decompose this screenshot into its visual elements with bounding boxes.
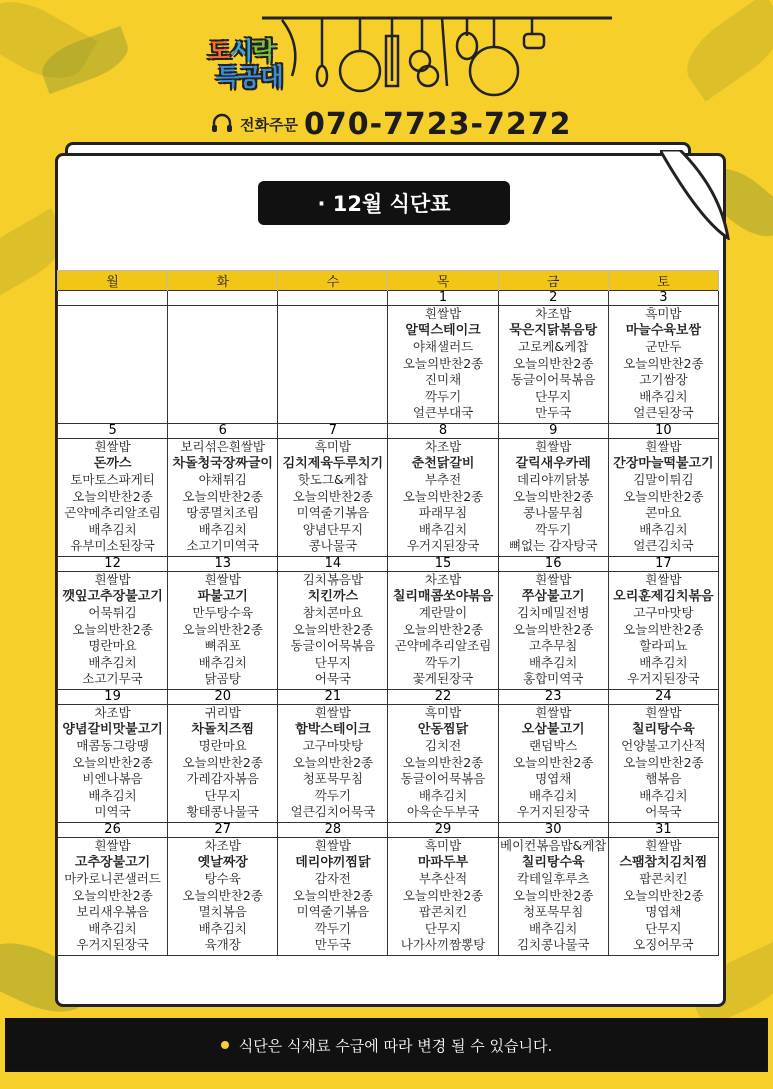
- side-dish: 고추무침: [529, 638, 578, 653]
- weekday-header: 토: [608, 271, 718, 291]
- side-dish: 가레감자볶음: [186, 771, 259, 786]
- side-dish: 오늘의반찬2종: [513, 488, 594, 504]
- side-dish: 오늘의반찬2종: [402, 887, 484, 903]
- main-dish: 고추장불고기: [74, 854, 151, 870]
- day-date: 26: [58, 823, 167, 838]
- side-dish: 오늘의반찬2종: [72, 754, 153, 770]
- side-dish: 배추김치: [198, 920, 247, 936]
- day-date: 10: [609, 424, 718, 439]
- rice-item: 김치볶음밥: [302, 572, 364, 587]
- week-row: [58, 291, 719, 424]
- side-dish: 곤약메추리알조림: [394, 638, 492, 653]
- side-dish: 배추김치: [639, 521, 688, 537]
- side-dish: 오늘의반찬2종: [292, 621, 374, 637]
- weekday-header: 화: [168, 271, 278, 291]
- day-date: 1: [388, 291, 497, 306]
- side-dish: 동글이어묵볶음: [290, 638, 376, 653]
- day-cell: [608, 690, 718, 823]
- side-dish: 곤약메추리알조림: [64, 505, 161, 520]
- side-dish: 오늘의반찬2종: [402, 754, 484, 770]
- menu-calendar: [57, 270, 719, 956]
- side-dish: 칵테일후루츠: [516, 871, 590, 886]
- day-date: 30: [499, 823, 608, 838]
- main-dish: 칠리탕수육: [521, 854, 585, 870]
- rice-item: 흑미밥: [424, 838, 462, 853]
- side-dish: 오늘의반찬2종: [292, 887, 374, 903]
- main-dish: 쭈삼불고기: [521, 588, 585, 604]
- side-dish: 깍두기: [314, 787, 351, 803]
- side-dish: 오늘의반찬2종: [402, 621, 484, 637]
- side-dish: 동글이어묵볶음: [510, 372, 596, 387]
- side-dish: 비엔나볶음: [82, 771, 143, 786]
- side-dish: 꽃게된장국: [412, 671, 474, 686]
- main-dish: 차돌치즈찜: [191, 721, 255, 737]
- rice-item: 흰쌀밥: [535, 705, 572, 720]
- day-date: 27: [168, 823, 277, 838]
- day-cell: [608, 291, 718, 424]
- main-dish: 깻잎고추장불고기: [62, 588, 163, 604]
- side-dish: 오늘의반찬2종: [402, 488, 484, 504]
- side-dish: 단무지: [645, 920, 682, 936]
- side-dish: 고기쌈장: [639, 372, 688, 387]
- side-dish: 배추김치: [198, 521, 247, 537]
- side-dish: 콘마요: [645, 505, 682, 520]
- day-cell: [58, 557, 168, 690]
- day-cell: [388, 823, 498, 956]
- day-date: [168, 291, 277, 306]
- main-dish: 스팸참치김치찜: [619, 854, 708, 870]
- rice-item: 흑미밥: [424, 705, 462, 720]
- rice-item: 베이컨볶음밥&케찹: [500, 838, 607, 853]
- side-dish: 팝콘치킨: [639, 871, 688, 886]
- side-dish: 콩나물무침: [523, 505, 584, 520]
- side-dish: 단무지: [204, 787, 241, 803]
- day-date: 28: [278, 823, 387, 838]
- side-dish: 뼈없는 감자탕국: [508, 538, 598, 553]
- side-dish: 할라피뇨: [639, 638, 688, 653]
- side-dish: 마카로니콘샐러드: [64, 871, 161, 886]
- side-dish: 명엽채: [645, 904, 682, 919]
- side-dish: 땅콩멸치조림: [186, 505, 259, 520]
- side-dish: 오늘의반찬2종: [513, 754, 594, 770]
- side-dish: 멸치볶음: [198, 904, 247, 919]
- day-cell: [498, 424, 608, 557]
- main-dish: 묵은지닭볶음탕: [509, 322, 598, 338]
- leaf-decoration: [674, 0, 773, 102]
- weekday-header: 월: [58, 271, 168, 291]
- footer-note: 식단은 식재료 수급에 따라 변경 될 수 있습니다.: [238, 1036, 553, 1055]
- day-date: 2: [499, 291, 608, 306]
- day-cell: [168, 557, 278, 690]
- side-dish: 김치콩나물국: [516, 937, 590, 952]
- side-dish: 오늘의반찬2종: [623, 621, 704, 637]
- side-dish: 홍합미역국: [523, 671, 584, 686]
- day-cell: [608, 424, 718, 557]
- side-dish: 만두국: [314, 937, 351, 952]
- side-dish: 나가사끼짬뽕탕: [400, 937, 486, 952]
- side-dish: 부추전: [424, 472, 462, 487]
- side-dish: 명란마요: [198, 738, 247, 753]
- side-dish: 오늘의반찬2종: [513, 355, 594, 371]
- side-dish: 우거지된장국: [627, 671, 700, 686]
- side-dish: 닭곰탕: [204, 671, 241, 686]
- phone-order-info: [210, 104, 572, 144]
- main-dish: 함박스테이크: [295, 721, 371, 737]
- side-dish: 김치메밀전병: [516, 605, 590, 620]
- day-date: 24: [609, 690, 718, 705]
- main-dish: 오삼불고기: [521, 721, 585, 737]
- side-dish: 육개장: [204, 937, 241, 952]
- side-dish: 오늘의반찬2종: [623, 754, 704, 770]
- side-dish: 양념단무지: [302, 521, 364, 537]
- side-dish: 어묵튀김: [88, 605, 137, 620]
- side-dish: 배추김치: [198, 654, 247, 670]
- side-dish: 명란마요: [88, 638, 137, 653]
- side-dish: 오늘의반찬2종: [513, 621, 594, 637]
- day-cell: [168, 291, 278, 424]
- side-dish: 우거지된장국: [76, 937, 149, 952]
- side-dish: 깍두기: [535, 521, 572, 537]
- day-date: 19: [58, 690, 167, 705]
- side-dish: 고구마맛탕: [302, 738, 364, 753]
- day-cell: [388, 690, 498, 823]
- main-dish: 오리훈제김치볶음: [613, 588, 714, 604]
- rice-item: 보리섞은흰쌀밥: [180, 439, 265, 454]
- hanging-utensils-illustration: [262, 6, 622, 111]
- day-date: 8: [388, 424, 497, 439]
- week-row: [58, 557, 719, 690]
- side-dish: 탕수육: [204, 871, 241, 886]
- side-dish: 배추김치: [88, 787, 137, 803]
- side-dish: 콩나물국: [308, 538, 358, 553]
- main-dish: 간장마늘떡불고기: [613, 455, 714, 471]
- phone-label: 전화주문: [240, 115, 298, 134]
- rice-item: 흰쌀밥: [94, 572, 131, 587]
- side-dish: 청포묵무침: [302, 771, 364, 786]
- main-dish: 안동찜닭: [417, 721, 469, 737]
- rice-item: 흰쌀밥: [535, 439, 572, 454]
- rice-item: 흰쌀밥: [645, 572, 682, 587]
- side-dish: 명엽채: [535, 771, 572, 786]
- day-cell: [168, 424, 278, 557]
- main-dish: 양념갈비맛불고기: [62, 721, 163, 737]
- side-dish: 오늘의반찬2종: [72, 488, 153, 504]
- side-dish: 오늘의반찬2종: [182, 621, 263, 637]
- side-dish: 청포묵무침: [523, 904, 584, 919]
- side-dish: 참치콘마요: [302, 605, 364, 620]
- rice-item: 귀리밥: [204, 705, 241, 720]
- main-dish: 알떡스테이크: [405, 322, 481, 338]
- day-date: 22: [388, 690, 497, 705]
- main-dish: 갈릭새우카레: [515, 455, 591, 471]
- side-dish: 언양불고기산적: [621, 738, 706, 753]
- side-dish: 고로케&케찹: [518, 339, 589, 354]
- side-dish: 데리야끼닭봉: [516, 472, 590, 487]
- side-dish: 오늘의반찬2종: [402, 355, 484, 371]
- side-dish: 얼큰김치국: [633, 538, 694, 553]
- main-dish: 돈까스: [93, 455, 132, 471]
- side-dish: 동글이어묵볶음: [400, 771, 486, 786]
- side-dish: 군만두: [645, 339, 682, 354]
- day-cell: [168, 690, 278, 823]
- day-date: 3: [609, 291, 718, 306]
- rice-item: 흰쌀밥: [645, 705, 682, 720]
- rice-item: 흰쌀밥: [94, 439, 131, 454]
- rice-item: 흰쌀밥: [204, 572, 241, 587]
- side-dish: 만두국: [535, 405, 572, 420]
- side-dish: 깍두기: [424, 388, 462, 404]
- side-dish: 진미채: [424, 372, 462, 387]
- side-dish: 얼큰김치어묵국: [290, 804, 376, 819]
- rice-item: 흑미밥: [645, 306, 682, 321]
- day-date: 29: [388, 823, 497, 838]
- rice-item: 흰쌀밥: [645, 439, 682, 454]
- side-dish: 오징어무국: [633, 937, 694, 952]
- rice-item: 흰쌀밥: [314, 838, 351, 853]
- main-dish: 치킨까스: [307, 588, 358, 604]
- side-dish: 매콤동그랑땡: [76, 738, 149, 753]
- side-dish: 아욱순두부국: [406, 804, 480, 819]
- day-date: 13: [168, 557, 277, 572]
- week-row: [58, 690, 719, 823]
- side-dish: 오늘의반찬2종: [182, 754, 263, 770]
- day-cell: [498, 557, 608, 690]
- day-date: 31: [609, 823, 718, 838]
- day-date: 7: [278, 424, 387, 439]
- side-dish: 배추김치: [529, 787, 578, 803]
- day-date: 20: [168, 690, 277, 705]
- rice-item: 흰쌀밥: [94, 838, 131, 853]
- headset-icon: [210, 112, 234, 136]
- main-dish: 춘천닭갈비: [411, 455, 475, 471]
- side-dish: 오늘의반찬2종: [292, 754, 374, 770]
- main-dish: 칠리탕수육: [631, 721, 695, 737]
- side-dish: 오늘의반찬2종: [72, 887, 153, 903]
- side-dish: 핫도그&케찹: [297, 472, 368, 487]
- side-dish: 김치전: [424, 738, 462, 753]
- week-row: [58, 823, 719, 956]
- day-cell: [608, 557, 718, 690]
- rice-item: 차조밥: [535, 306, 572, 321]
- main-dish: 옛날짜장: [197, 854, 248, 870]
- bullet-icon: [221, 1041, 229, 1049]
- day-date: 6: [168, 424, 277, 439]
- side-dish: 우거지된장국: [406, 538, 480, 553]
- main-dish: 데리야끼찜닭: [295, 854, 371, 870]
- side-dish: 어묵국: [645, 804, 682, 819]
- day-cell: [388, 291, 498, 424]
- rice-item: 차조밥: [424, 572, 462, 587]
- side-dish: 유부미소된장국: [70, 538, 155, 553]
- day-date: [278, 291, 387, 306]
- side-dish: 황태콩나물국: [186, 804, 259, 819]
- side-dish: 배추김치: [88, 654, 137, 670]
- day-cell: [278, 557, 388, 690]
- day-cell: [58, 291, 168, 424]
- rice-item: 차조밥: [424, 439, 462, 454]
- day-cell: [498, 291, 608, 424]
- side-dish: 고구마맛탕: [633, 605, 694, 620]
- side-dish: 소고기미역국: [186, 538, 259, 553]
- day-date: 15: [388, 557, 497, 572]
- side-dish: 깍두기: [314, 920, 351, 936]
- day-cell: [278, 690, 388, 823]
- day-date: [58, 291, 167, 306]
- side-dish: 배추김치: [88, 920, 137, 936]
- side-dish: 단무지: [314, 654, 351, 670]
- day-cell: [168, 823, 278, 956]
- side-dish: 오늘의반찬2종: [623, 887, 704, 903]
- rice-item: 흑미밥: [314, 439, 351, 454]
- day-date: 14: [278, 557, 387, 572]
- day-date: 21: [278, 690, 387, 705]
- side-dish: 햄볶음: [645, 771, 682, 786]
- brand-logo: 도시락 특공대: [208, 37, 283, 91]
- side-dish: 배추김치: [529, 920, 578, 936]
- side-dish: 미역줄기볶음: [296, 505, 370, 520]
- day-date: 5: [58, 424, 167, 439]
- side-dish: 계란말이: [418, 605, 468, 620]
- side-dish: 배추김치: [418, 521, 468, 537]
- rice-item: 흰쌀밥: [535, 572, 572, 587]
- side-dish: 우거지된장국: [516, 804, 590, 819]
- side-dish: 감자전: [314, 871, 351, 886]
- day-date: 17: [609, 557, 718, 572]
- side-dish: 오늘의반찬2종: [72, 621, 153, 637]
- rice-item: 차조밥: [204, 838, 241, 853]
- side-dish: 배추김치: [639, 388, 688, 404]
- day-date: 23: [499, 690, 608, 705]
- side-dish: 오늘의반찬2종: [182, 887, 263, 903]
- week-row: [58, 424, 719, 557]
- side-dish: 오늘의반찬2종: [292, 488, 374, 504]
- side-dish: 파래무침: [418, 505, 468, 520]
- weekday-header-row: [58, 271, 719, 291]
- side-dish: 미역국: [94, 804, 131, 819]
- day-cell: [58, 690, 168, 823]
- weekday-header: 목: [388, 271, 498, 291]
- side-dish: 배추김치: [529, 654, 578, 670]
- day-cell: [388, 557, 498, 690]
- side-dish: 토마토스파게티: [70, 472, 155, 487]
- side-dish: 오늘의반찬2종: [623, 355, 704, 371]
- day-cell: [58, 424, 168, 557]
- page-fold-decoration: [660, 150, 730, 240]
- day-cell: [608, 823, 718, 956]
- side-dish: 야채튀김: [198, 472, 247, 487]
- day-cell: [278, 291, 388, 424]
- day-cell: [278, 823, 388, 956]
- weekday-header: 수: [278, 271, 388, 291]
- rice-item: 흰쌀밥: [424, 306, 462, 321]
- side-dish: 배추김치: [639, 654, 688, 670]
- footer-notice: [5, 1018, 768, 1072]
- day-cell: [388, 424, 498, 557]
- side-dish: 얼큰된장국: [633, 405, 694, 420]
- side-dish: 소고기무국: [82, 671, 143, 686]
- day-date: 12: [58, 557, 167, 572]
- side-dish: 부추산적: [418, 871, 468, 886]
- side-dish: 어묵국: [314, 671, 351, 686]
- side-dish: 단무지: [535, 388, 572, 404]
- side-dish: 배추김치: [418, 787, 468, 803]
- side-dish: 보리새우볶음: [76, 904, 149, 919]
- main-dish: 마늘수육보쌈: [625, 322, 702, 338]
- side-dish: 오늘의반찬2종: [623, 488, 704, 504]
- side-dish: 야채샐러드: [412, 339, 474, 354]
- weekday-header: 금: [498, 271, 608, 291]
- day-cell: [498, 690, 608, 823]
- side-dish: 미역줄기볶음: [296, 904, 370, 919]
- main-dish: 마파두부: [417, 854, 469, 870]
- side-dish: 얼큰부대국: [412, 405, 474, 420]
- side-dish: 김말이튀김: [633, 472, 694, 487]
- day-cell: [278, 424, 388, 557]
- main-dish: 파불고기: [197, 588, 248, 604]
- side-dish: 깍두기: [424, 654, 462, 670]
- side-dish: 오늘의반찬2종: [182, 488, 263, 504]
- side-dish: 뼈쥐포: [204, 638, 241, 653]
- side-dish: 배추김치: [88, 521, 137, 537]
- page-title: · 12월 식단표: [258, 181, 510, 225]
- side-dish: 배추김치: [639, 787, 688, 803]
- side-dish: 랜덤박스: [529, 738, 578, 753]
- rice-item: 차조밥: [94, 705, 131, 720]
- day-cell: [58, 823, 168, 956]
- rice-item: 흰쌀밥: [645, 838, 682, 853]
- side-dish: 만두탕수육: [192, 605, 253, 620]
- phone-number: 070-7723-7272: [303, 106, 572, 142]
- main-dish: 칠리매콤쏘야볶음: [392, 588, 494, 604]
- day-date: 16: [499, 557, 608, 572]
- side-dish: 오늘의반찬2종: [513, 887, 594, 903]
- rice-item: 흰쌀밥: [314, 705, 351, 720]
- side-dish: 팝콘치킨: [418, 904, 468, 919]
- main-dish: 차돌청국장짜글이: [172, 455, 273, 471]
- main-dish: 김치제육두루치기: [282, 455, 384, 471]
- side-dish: 단무지: [424, 920, 462, 936]
- day-date: 9: [499, 424, 608, 439]
- day-cell: [498, 823, 608, 956]
